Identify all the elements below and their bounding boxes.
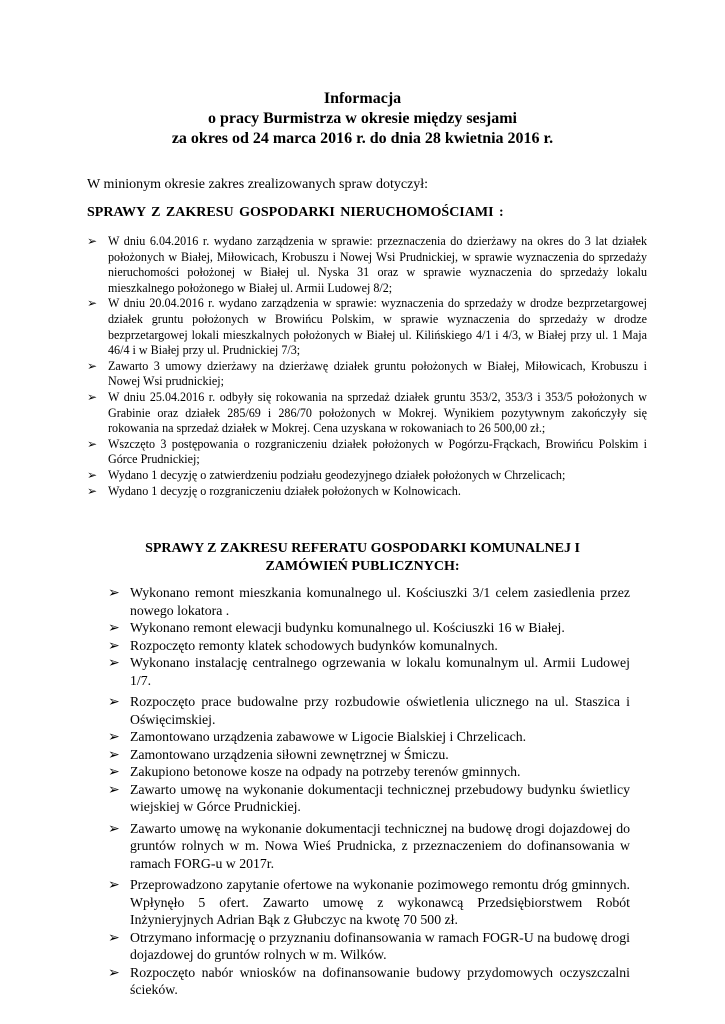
list-item: ➢ Wydano 1 decyzję o rozgraniczeniu działek położonych w Kolnowicach. [87, 483, 461, 498]
list-item: ➢ Wykonano remont elewacji budynku komunalnego ul. Kościuszki 16 w Białej. [108, 620, 565, 635]
arrow-bullet-icon: ➢ [108, 746, 120, 762]
arrow-bullet-icon: ➢ [108, 964, 120, 980]
arrow-bullet-icon: ➢ [108, 764, 120, 779]
arrow-bullet-icon: ➢ [87, 467, 98, 482]
list-item: ➢ Rozpoczęto prace budowalne przy rozbudowie oświetlenia ulicznego na ul. Staszica i Oświęcimskiej. [108, 694, 630, 727]
section2-heading [0, 540, 725, 576]
section2-heading-line2: ZAMÓWIEŃ PUBLICZNYCH: [265, 559, 460, 574]
section2-list [108, 584, 630, 999]
document-period: za okres od 24 marca 2016 r. do dnia 28 kwietnia 2016 r. [171, 130, 554, 147]
intro-text: W minionym okresie zakres zrealizowanych spraw dotyczył: [87, 177, 429, 192]
arrow-bullet-icon: ➢ [108, 877, 120, 892]
arrow-bullet-icon: ➢ [87, 358, 98, 373]
section1-list [87, 234, 647, 499]
arrow-bullet-icon: ➢ [87, 296, 98, 311]
section1-heading: SPRAWY Z ZAKRESU GOSPODARKI NIERUCHOMOŚCIAMI : [87, 205, 504, 220]
arrow-bullet-icon: ➢ [108, 655, 120, 670]
list-item: ➢ Wydano 1 decyzję o zatwierdzeniu podziału geodezyjnego działek położonych w Chrzelicach; [87, 467, 566, 482]
arrow-bullet-icon: ➢ [108, 694, 120, 709]
arrow-bullet-icon: ➢ [108, 585, 120, 600]
list-item: ➢ W dniu 20.04.2016 r. wydano zarządzenia w sprawie: wyznaczenia do sprzedaży w drodze bezprzetargowej działek gruntu położonych w Browińcu Polskim, w sprawie wyznaczenia do sprzedaży w drodze bezprzetargowej lokali mieszkalnych położonych w Białej ul. Kilińskiego 4/1 i 4/3, w Białej przy ul. 1 Maja 46/4 i w Białej przy ul. Prudnickiej 7/3; [87, 296, 647, 358]
list-item: ➢ Wszczęto 3 postępowania o rozgraniczeniu działek położonych w Pogórzu-Frąckach, Browińcu Polskim i Górce Prudnickiej; [87, 436, 647, 467]
list-item: ➢ Zawarto 3 umowy dzierżawy na dzierżawę działek gruntu położonych w Białej, Miłowicach, Krobuszu i Nowej Wsi prudnickiej; [87, 358, 647, 389]
arrow-bullet-icon: ➢ [108, 781, 120, 797]
list-item: ➢ Zamontowano urządzenia siłowni zewnętrznej w Śmiczu. [108, 746, 449, 762]
list-item: ➢ W dniu 6.04.2016 r. wydano zarządzenia w sprawie: przeznaczenia do dzierżawy na okres do 3 lat działek położonych w Białej, Miłowicach, Krobuszu i Nowej Wsi Prudnickiej, w sprawie wyznaczenia do sprzedaży nieruchomości położonej w Białej ul. Nyska 31 oraz w sprawie wyznaczenia do sprzedaży lokalu mieszkalnego położonego w Białej ul. Armii Ludowej 8/2; [87, 234, 647, 295]
arrow-bullet-icon: ➢ [108, 620, 120, 635]
list-item: ➢ Rozpoczęto remonty klatek schodowych budynków komunalnych. [108, 637, 498, 653]
document-title: Informacja [323, 90, 402, 107]
list-item: ➢ Zamontowano urządzenia zabawowe w Ligocie Bialskiej i Chrzelicach. [108, 729, 527, 744]
list-item: ➢ Przeprowadzono zapytanie ofertowe na wykonanie pozimowego remontu dróg gminnych. Wpłynęło 5 ofert. Zawarto umowę z wykonawcą Przedsiębiorstwem Robót Inżynieryjnych Adrian Bąk z Głubczyc na kwotę 70 500 zł. [108, 877, 630, 927]
list-item: ➢ W dniu 25.04.2016 r. odbyły się rokowania na sprzedaż działek gruntu 353/2, 353/3 i 353/5 położonych w Grabinie oraz działek 285/69 i 286/70 położonych w Mokrej. Wynikiem pozytywnym zakończyły się rokowania na sprzedaż działek w Mokrej. Cena uzyskana w rokowaniach to 26 500,00 zł.; [87, 389, 647, 436]
arrow-bullet-icon: ➢ [87, 483, 98, 498]
document-subtitle: o pracy Burmistrza w okresie między sesjami [208, 110, 517, 127]
arrow-bullet-icon: ➢ [108, 729, 120, 744]
list-item: ➢ Wykonano instalację centralnego ogrzewania w lokalu komunalnym ul. Armii Ludowej 1/7. [108, 655, 630, 688]
arrow-bullet-icon: ➢ [87, 234, 98, 248]
arrow-bullet-icon: ➢ [87, 436, 98, 451]
list-item: ➢ Wykonano remont mieszkania komunalnego ul. Kościuszki 3/1 celem zasiedlenia przez nowego lokatora . [108, 585, 630, 618]
arrow-bullet-icon: ➢ [87, 389, 98, 404]
list-item: ➢ Zakupiono betonowe kosze na odpady na potrzeby terenów gminnych. [108, 764, 521, 779]
arrow-bullet-icon: ➢ [108, 637, 120, 653]
arrow-bullet-icon: ➢ [108, 820, 120, 836]
list-item: ➢ Otrzymano informację o przyznaniu dofinansowania w ramach FOGR-U na budowę drogi dojazdowej do gruntów rolnych w m. Wilków. [108, 929, 630, 962]
list-item: ➢ Zawarto umowę na wykonanie dokumentacji technicznej na budowę drogi dojazdowej do gruntów rolnych w m. Nowa Wieś Prudnicka, z przeznaczeniem do dofinansowania w ramach FORG-u w 2017r. [108, 820, 630, 871]
list-item: ➢ Zawarto umowę na wykonanie dokumentacji technicznej przebudowy budynku świetlicy wiejskiej w Górce Prudnickiej. [108, 781, 630, 814]
list-item: ➢ Rozpoczęto nabór wniosków na dofinansowanie budowy przydomowych oczyszczalni ścieków. [108, 964, 630, 997]
section2-heading-line1: SPRAWY Z ZAKRESU REFERATU GOSPODARKI KOMUNALNEJ I [145, 541, 580, 556]
arrow-bullet-icon: ➢ [108, 929, 120, 945]
